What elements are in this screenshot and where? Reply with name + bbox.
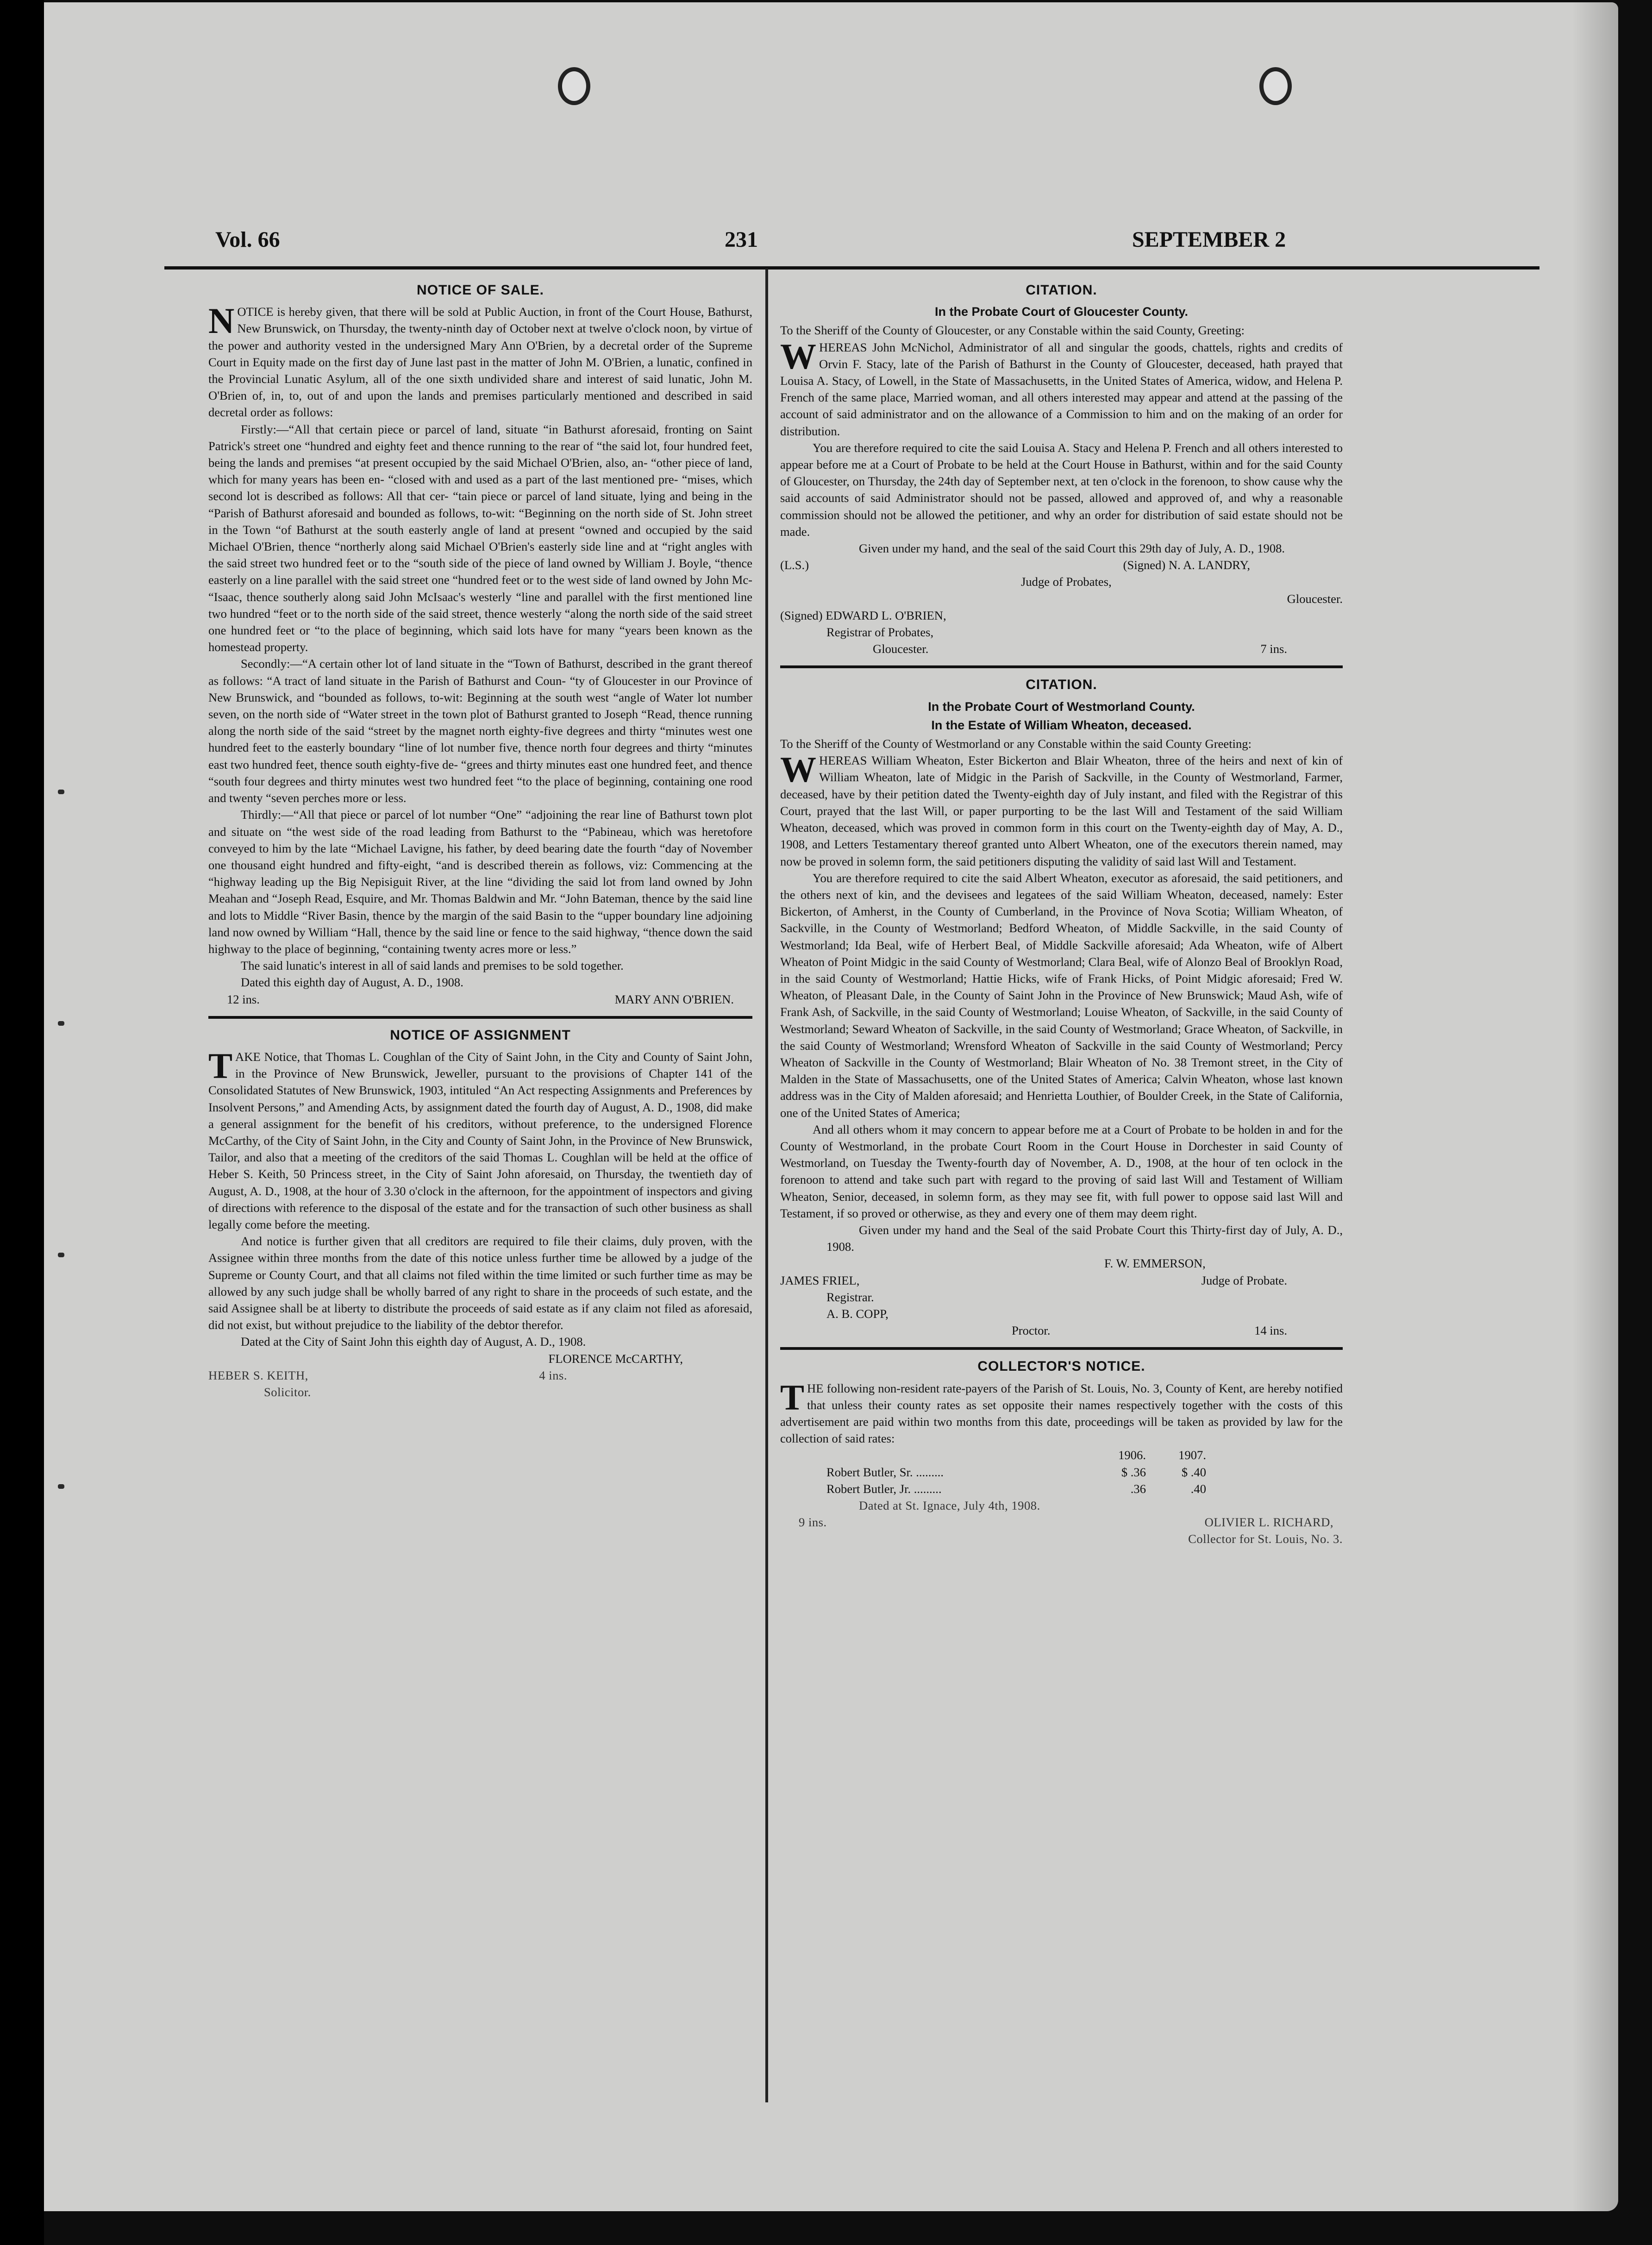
citation-whereas: WHEREAS John McNichol, Administrator of all and singular the goods, chattels, rights and credits of Orvin F. Stacy, late of the Parish of Bathurst in the County of Gloucester, deceased, hath prayed that Louisa A. Stacy, of Lowell, in the State of Massachusetts, in the United States of America, widow, and Helena P. French of the same place, Married woman, and all others interested may appear and attend at the passing of the account of said administrator and on the allowance of a Commission to him and on the making of an order for distribution.: [780, 336, 1343, 438]
citation-body: You are therefore required to cite the said Albert Wheaton, executor as aforesaid, the said petitioners, and the others next of kin, and the devisees and legatees of the said William Wheaton, deceased, namely: Ester Bickerton, of Amherst, in the County of Cumberland, in the Province of Nova Scotia; William Wheaton, of Sackville, in the County of Westmorland; Bedford Wheaton, of Middle Sackville, in the said County of Westmorland; Ida Beal, wife of Herbert Beal, of Middle Sackville aforesaid; Ada Wheaton, wife of Albert Wheaton of Point Midgic in the said County of Westmorland; Clara Beal, wife of Alonzo Beal of Brooklyn Road, in the said County of Westmorland; Hattie Hicks, wife of Frank Hicks, of Point Midgic aforesaid; Fred W. Wheaton, of Pleasant Dale, in the County of Saint John in the Province of New Brunswick; Maud Ash, wife of Frank Ash, of Sackville, in the said County of Westmorland; Louise Wheaton, of Sackville, in the said County of Westmorland; Seward Wheaton of Sackville, in the said County of Westmorland; Grace Wheaton, of Sackville, in the said County of Westmorland; Wrensford Wheaton of Sackville in the said County of Westmorland; Percy Wheaton of Sackville in the County of Westmorland; Blair Wheaton of No. 38 Tremont street, in the City of Malden in the State of Massachusetts, one of the United States of America; Calvin Wheaton, whose last known address was in the City of Malden aforesaid; and Henrietta Louthier, of Boulder Creek, in the State of California, one of the United States of America;: [780, 871, 1343, 1120]
section-rule: [780, 665, 1343, 668]
punch-hole: [1259, 67, 1292, 105]
notice-of-sale: [208, 282, 752, 1008]
notice-of-sale-title: NOTICE OF SALE.: [416, 282, 544, 298]
insertion-count: 9 ins.: [799, 1515, 827, 1530]
judge-signature: (Signed) N. A. LANDRY,: [1123, 558, 1250, 572]
citation-body: You are therefore required to cite the said Louisa A. Stacy and Helena P. French and all others interested to appear before me at a Court of Probate to be held at the Court House in Bathurst, within and for the said County of Gloucester, on Thursday, the 24th day of September next, at ten o'clock in the forenoon, to show cause why the said accounts of said Administrator should not be passed, allowed and approved of, and why a reasonable commission should not be allowed the petitioner, and why an order for distribution of said estate should not be made.: [780, 440, 1343, 539]
section-rule: [780, 1347, 1343, 1350]
citation-address: To the Sheriff of the County of Westmorland or any Constable within the said County Greeting:: [780, 737, 1252, 751]
table-cell: $ .40: [1181, 1465, 1206, 1479]
issue-date: SEPTEMBER 2: [1132, 227, 1286, 252]
binding-stitch: [58, 1253, 64, 1257]
right-column: [780, 276, 1343, 1548]
proctor-row: [780, 1322, 1343, 1339]
citation-whereas: WHEREAS William Wheaton, Ester Bickerton and Blair Wheaton, three of the heirs and next of kin of William Wheaton, late of Midgic in the Parish of Sackville, in the County of Westmorland, Farmer, deceased, have by their petition dated the Twenty-eighth day of July instant, and filed with the Registrar of this Court, prayed that the last Will, or paper purporting to be the last Will and Testament of the said William Wheaton, deceased, which was proved in common form in this court on the Twenty-eighth day of May, A. D., 1908, and Letters Testamentary thereof granted unto Albert Wheaton, one of the executors therein named, may now be proved in solemn form, the said petitioners disputing the validity of said last Will and Testament.: [780, 749, 1343, 868]
registrar-place: Gloucester.: [873, 642, 929, 656]
signature: FLORENCE McCARTHY,: [548, 1351, 683, 1366]
notice-of-sale-firstly: Firstly:—“All that certain piece or parcel of land, situate “in Bathurst aforesaid, fronting on Saint Patrick's street one “hundred and eighty feet and thence running to the rear of “the said lot, four hundred feet, being the lands and premises “at present occupied by the said Michael O'Brien, also, an- “other piece of land, which for many years has been en- “closed with and used as a part of the last mentioned pre- “mises, which second lot is described as follows: All that cer- “tain piece or parcel of land situate, lying and being in the “Parish of Bathurst aforesaid and bounded as follows, to-wit: “Beginning on the north side of St. John street in the Town “of Bathurst at the south easterly angle of land at present “owned and occupied by the said Michael O'Brien, thence “northerly along said Michael O'Brien's easterly side line and at “right angles with the said street two hundred feet or to the “south side of the piece of land owned by William J. Boyle, “thence easterly on a line parallel with the said street one “hundred feet or to the west side of land owned by John Mc- “Isaac, thence southerly along said John McIsaac's westerly “line and parallel with the first mentioned line two hundred “feet or to the north side of the said street, thence westerly “along the north side of the said street one hundred feet or “to the place of beginning, which said lots have for many “years been known as the homestead property.: [208, 422, 752, 654]
registrar-row: [780, 1272, 1343, 1289]
notice-of-sale-dated: Dated this eighth day of August, A. D., 1908.: [241, 975, 463, 990]
registrar-title: Registrar.: [826, 1290, 874, 1304]
notice-of-assignment: [208, 1027, 752, 1400]
citation-address: To the Sheriff of the County of Gloucester, or any Constable within the said County, Greeting:: [780, 323, 1245, 338]
table-row-name: Robert Butler, Jr. .........: [826, 1481, 942, 1496]
signature: OLIVIER L. RICHARD,: [1204, 1515, 1333, 1530]
notice-of-assignment-dated: Dated at the City of Saint John this eighth day of August, A. D., 1908.: [241, 1335, 586, 1349]
rates-table: [780, 1447, 1343, 1497]
insertion-count: 12 ins.: [227, 992, 260, 1006]
notice-of-sale-closing: The said lunatic's interest in all of said lands and premises to be sold together.: [241, 959, 624, 973]
drop-cap: N: [208, 301, 235, 341]
insertion-count: 4 ins.: [539, 1368, 567, 1382]
registrar-signature: (Signed) EDWARD L. O'BRIEN,: [780, 608, 946, 622]
court-name: In the Probate Court of Westmorland County.: [928, 699, 1195, 714]
table-cell: .36: [1130, 1481, 1146, 1496]
judge-place: Gloucester.: [1287, 591, 1343, 606]
notice-of-sale-secondly: Secondly:—“A certain other lot of land situate in the “Town of Bathurst, described in the grant thereof as follows: “A tract of land situate in the Parish of Bathurst and Coun- “ty of Gloucester in our Province of New Brunswick, and “bounded as follows, to-wit: Beginning at the south west “angle of Water lot number seven, on the north side of “Water street in the town plot of Bathurst granted to Joseph “Read, thence running along the north side of the said “street by the magnet north eighty-five degrees and thirty “minutes west one hundred feet to the easterly boundary “line of lot number five, thence north four degrees and thirty “minutes east two hundred feet, thence south eighty-five de- “grees and thirty minutes east one hundred feet, and thence “south four degrees and thirty minutes west two hundred feet “to the place of beginning, containing one rood and twenty “seven perches more or less.: [208, 657, 752, 805]
newspaper-page: [44, 2, 1618, 2211]
notice-of-assignment-footer: [208, 1367, 752, 1384]
drop-cap: W: [780, 336, 816, 376]
binding-stitch: [58, 1484, 64, 1489]
table-cell: $ .36: [1121, 1465, 1146, 1479]
proctor-name: A. B. COPP,: [826, 1306, 889, 1321]
drop-cap: W: [780, 749, 816, 790]
notice-of-sale-intro: NOTICE is hereby given, that there will be sold at Public Auction, in front of the Court House, Bathurst, New Brunswick, on Thursday, the twenty-ninth day of October next at twelve o'clock noon, by virtue of the power and authority vested in the undersigned Mary Ann O'Brien, by a decretal order of the Supreme Court in Equity made on the first day of June last past in the matter of John M. O'Brien, a lunatic, confined in the Provincial Lunatic Asylum, all of the one sixth undivided share and interest of said lunatic, John M. O'Brien of, in, to, out of and upon the lands and premises particularly mentioned and described in said decretal order as follows:: [208, 301, 752, 420]
collectors-notice: [780, 1358, 1343, 1547]
notice-of-assignment-body: TAKE Notice, that Thomas L. Coughlan of the City of Saint John, in the City and County of Saint John, in the Province of New Brunswick, Jeweller, pursuant to the provisions of Chapter 141 of the Consolidated Statutes of New Brunswick, 1903, intituled “An Act respecting Assignments and Preferences by Insolvent Persons,” and Amending Acts, by assignment dated the fourth day of August, A. D., 1908, did make a general assignment for the benefit of his creditors, without preference, to the undersigned Florence McCarthy, of the City of Saint John, in the City and County of Saint John, in the Province of New Brunswick, Tailor, and also that a meeting of the creditors of the said Thomas L. Coughlan will be held at the office of Heber S. Keith, 50 Princess street, in the City of Saint John aforesaid, on Thursday, the twentieth day of August, A. D., 1908, at the hour of 3.30 o'clock in the afternoon, for the appointment of inspectors and giving of directions with reference to the disposal of the estate and for the transaction of such other business as shall legally come before the meeting.: [208, 1045, 752, 1231]
estate-name: In the Estate of William Wheaton, deceased.: [931, 718, 1192, 732]
punch-hole: [558, 67, 590, 105]
binding-stitch: [58, 790, 64, 794]
citation-title: CITATION.: [1026, 677, 1097, 693]
citation-title: CITATION.: [1026, 282, 1097, 298]
judge-title: Judge of Probates,: [1021, 575, 1112, 589]
header-rule: [164, 266, 1539, 270]
collectors-notice-body: THE following non-resident rate-payers of the Parish of St. Louis, No. 3, County of Kent, are hereby notified that unless their county rates as set opposite their names respectively together with the costs of this advertisement are paid within two months from this date, proceedings will be taken as provided by law for the collection of said rates:: [780, 1377, 1343, 1446]
collectors-notice-dated: Dated at St. Ignace, July 4th, 1908.: [859, 1499, 1040, 1513]
collectors-notice-footer: [780, 1514, 1343, 1530]
citation-body-2: And all others whom it may concern to appear before me at a Court of Probate to be holden in and for the County of Westmorland, in the probate Court Room in the Court House in Dorchester in said County of Westmorland, on Tuesday the Twenty-fourth day of November, A. D., 1908, at the hour of ten oclock in the forenoon to attend and take such part with regard to the proving of said last Will and Testament of William Wheaton, Senior, deceased, in solemn form, as they may see fit, with full power to oppose said last Will and Testament, if so proved or otherwise, as they and every one of them may deem right.: [780, 1122, 1343, 1220]
citation-given: Given under my hand, and the seal of the said Court this 29th day of July, A. D., 1908.: [859, 541, 1285, 556]
registrar-title: Registrar of Probates,: [826, 625, 934, 640]
volume-label: Vol. 66: [215, 227, 280, 252]
table-row-name: Robert Butler, Sr. .........: [826, 1465, 944, 1479]
insertion-count: 14 ins.: [1254, 1323, 1287, 1338]
court-name: In the Probate Court of Gloucester County.: [934, 305, 1189, 319]
judge-signature: F. W. EMMERSON,: [1104, 1256, 1206, 1271]
column-header-1907: 1907.: [1178, 1448, 1206, 1462]
citation-given: Given under my hand and the Seal of the said Probate Court this Thirty-first day of July, A. D., 1908.: [826, 1223, 1343, 1254]
notice-of-sale-footer: [208, 991, 752, 1008]
column-header-1906: 1906.: [1118, 1448, 1146, 1462]
signature: MARY ANN O'BRIEN.: [614, 992, 734, 1006]
page-header: [44, 227, 1618, 264]
left-column: [208, 276, 752, 1400]
signature-title: Collector for St. Louis, No. 3.: [1188, 1532, 1343, 1546]
column-divider: [765, 269, 768, 2102]
table-cell: .40: [1190, 1481, 1206, 1496]
solicitor-name: HEBER S. KEITH,: [208, 1368, 308, 1382]
judge-title: Judge of Probate.: [1201, 1273, 1287, 1287]
drop-cap: T: [208, 1045, 233, 1086]
notice-of-sale-thirdly: Thirdly:—“All that piece or parcel of lot number “One” “adjoining the rear line of Bathurst town plot and situate on “the west side of the road leading from Bathurst to the “Pabineau, which was heretofore conveyed to him by the late “Michael Lavigne, his father, by deed bearing date the fourth “day of November one thousand eight hundred and fifty-eight, “and is described therein as follows, viz: Commencing at the “highway leading up the Big Nepisiguit River, at the line “dividing the said lot from land owned by John Meahan and “Joseph Read, Esquire, and Mr. Thomas Baldwin and Mr. “John Bateman, thence by the said line and lots to Middle “River Basin, thence by the margin of the said Basin to the “upper boundary line adjoining land now owned by William “Hall, thence by the said line or fence to the said highway, “thence down the said highway to the place of beginning, “containing twenty acres more or less.”: [208, 808, 752, 956]
solicitor-title: Solicitor.: [264, 1385, 311, 1399]
registrar-name: JAMES FRIEL,: [780, 1273, 860, 1287]
citation-gloucester: [780, 282, 1343, 657]
collectors-notice-title: COLLECTOR'S NOTICE.: [977, 1359, 1145, 1374]
notice-of-assignment-title: NOTICE OF ASSIGNMENT: [390, 1027, 571, 1043]
page-fold-shadow: [1572, 2, 1618, 2211]
drop-cap: T: [780, 1377, 805, 1417]
citation-westmorland: [780, 677, 1343, 1339]
insertion-count: 7 ins.: [1260, 642, 1287, 656]
section-rule: [208, 1016, 752, 1019]
binding-edge: [0, 0, 44, 2245]
page-number: 231: [725, 227, 758, 252]
seal-mark: (L.S.): [780, 558, 809, 572]
citation-footer: [780, 640, 1343, 657]
proctor-title: Proctor.: [1012, 1323, 1051, 1338]
citation-signatures: [780, 557, 1343, 573]
notice-of-assignment-claims: And notice is further given that all creditors are required to file their claims, duly proven, with the Assignee within three months from the date of this notice unless further time be allowed by a judge of the Supreme or County Court, and that all claims not filed within the time limited or such further time as may be allowed by any such judge shall be wholly barred of any right to share in the proceeds of such estate, and the said Assignee shall be at liberty to distribute the proceeds of said estate as if any claim not filed as aforesaid, did not exist, but without prejudice to the liability of the debtor therefor.: [208, 1234, 752, 1332]
binding-stitch: [58, 1021, 64, 1026]
